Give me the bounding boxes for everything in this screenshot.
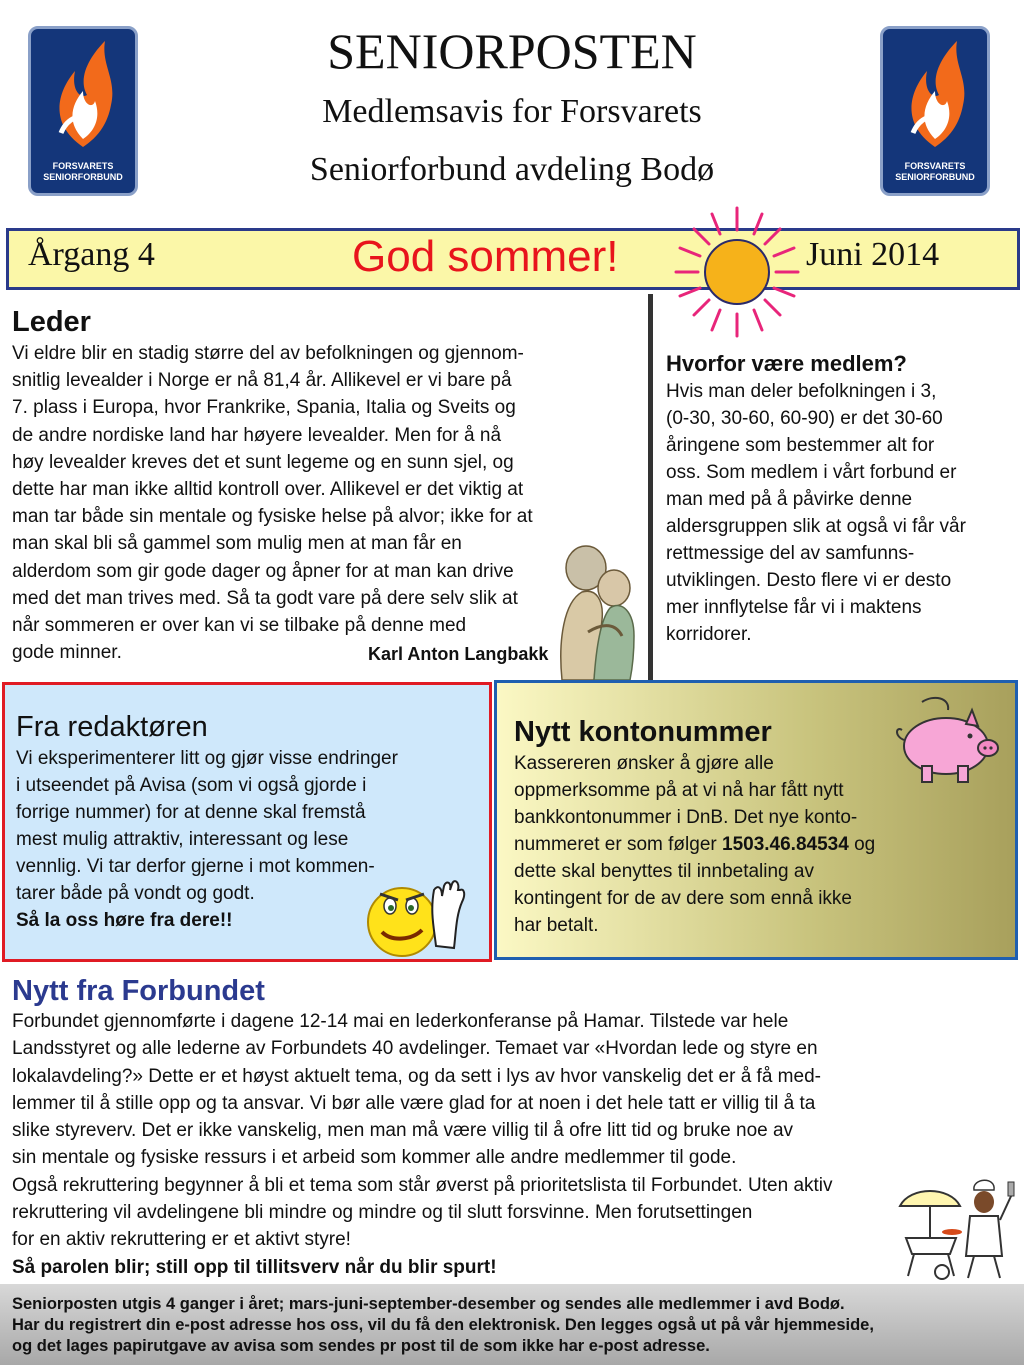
text-line: høy levealder kreves det et sunt legeme og en sunn sjel, og — [12, 451, 514, 473]
text-line: tarer både på vondt og godt. — [16, 883, 255, 904]
footer-notice — [0, 1284, 1024, 1365]
text-line: gode minner. — [12, 642, 122, 664]
footer-line: Har du registrert din e-post adresse hos oss, vil du få den elektronisk. Den legges også ut på vår hjemmeside, — [12, 1316, 874, 1334]
logo-text-line1: FORSVARETS — [904, 161, 966, 171]
text-line: man tar både sin mentale og fysiske helse på alvor; ikke for at — [12, 506, 533, 528]
text-line: man med på å påvirke denne — [666, 489, 913, 510]
text-line: når sommeren er over kan vi se tilbake på denne med — [12, 615, 467, 637]
medlem-body — [666, 378, 1022, 648]
text-line: med det man trives med. Så ta godt vare på dere selv slik at — [12, 587, 518, 609]
issue-volume: Årgang 4 — [28, 236, 155, 273]
forbundet-closing: Så parolen blir; still opp til tillitsverv når du blir spurt! — [12, 1256, 497, 1278]
text-line: dette har man ikke alltid kontroll over. Allikevel er det viktig at — [12, 479, 524, 501]
text-line: sin mentale og fysiske ressurs i et arbeid som kommer alle andre medlemmer til gode. — [12, 1147, 737, 1169]
footer-line: og det lages papirutgave av avisa som sendes pr post til de som ikke har e-post adresse. — [12, 1337, 710, 1355]
text-line: snitlig levealder i Norge er nå 81,4 år. Allikevel er vi bare på — [12, 370, 512, 392]
text-line: mest mulig attraktiv, interessant og lese — [16, 829, 349, 850]
logo-text-line2: SENIORFORBUND — [43, 172, 123, 182]
medlem-heading: Hvorfor være medlem? — [666, 351, 907, 376]
text-line: utviklingen. Desto flere vi er desto — [666, 570, 952, 591]
text-line: Også rekruttering begynner å bli et tema som står øverst på prioritetslista til Forbundet. Uten aktiv — [12, 1174, 833, 1196]
smiley-waving-icon — [364, 876, 472, 962]
text-line: de andre nordiske land har høyere levealder. Men for å nå — [12, 424, 502, 446]
text-line: rekruttering vil avdelingene bli mindre og mindre og til slutt forsvinne. Men forutsettingen — [12, 1202, 753, 1224]
text-line: slike styreverv. Det er ikke vanskelig, men man må være villig til å ofre litt tid og bruke noe av — [12, 1120, 794, 1142]
sun-icon — [672, 204, 802, 340]
text-line: forrige nummer) for at denne skal fremstå — [16, 802, 366, 823]
column-divider — [648, 294, 653, 680]
newsletter-title: SENIORPOSTEN — [327, 23, 697, 79]
text-line: for en aktiv rekruttering er et aktivt styre! — [12, 1229, 351, 1251]
text-line: Forbundet gjennomførte i dagene 12-14 mai en lederkonferanse på Hamar. Tilstede var hele — [12, 1011, 789, 1032]
medlem-article — [666, 350, 1022, 648]
text-span: og — [848, 834, 876, 855]
newsletter-subtitle-line2: Seniorforbund avdeling Bodø — [309, 151, 715, 188]
text-line: lemmer til å stille opp og ta ansvar. Vi bør alle være glad for at noen i det hele tatt er villig til å ta — [12, 1092, 816, 1114]
text-span: nummeret er som følger — [514, 834, 722, 855]
chef-grill-illustration — [896, 1172, 1018, 1282]
logo-text-line2: SENIORFORBUND — [895, 172, 975, 182]
text-line: alderdom som gir gode dager og åpner for at man kan drive — [12, 560, 514, 582]
forbundet-body — [12, 1008, 1012, 1281]
text-line: Kassereren ønsker å gjøre alle — [514, 753, 774, 774]
newsletter-subtitle-line1: Medlemsavis for Forsvarets — [322, 93, 702, 130]
text-line: har betalt. — [514, 915, 599, 936]
text-line: kontingent for de av dere som ennå ikke — [514, 888, 852, 909]
text-line: åringene som bestemmer alt for — [666, 435, 935, 456]
text-line: oppmerksomme på at vi nå har fått nytt — [514, 780, 844, 801]
account-number: 1503.46.84534 — [722, 834, 849, 855]
text-line: bankkontonummer i DnB. Det nye konto- — [514, 807, 858, 828]
leder-heading: Leder — [12, 306, 91, 338]
account-line — [514, 831, 1015, 858]
redaktor-heading: Fra redaktøren — [16, 711, 208, 743]
couple-illustration — [548, 540, 640, 680]
text-line: Landsstyret og alle lederne av Forbundets 40 avdelinger. Temaet var «Hvordan lede og styre en — [12, 1038, 818, 1060]
konto-heading: Nytt kontonummer — [514, 716, 772, 748]
leder-signature: Karl Anton Langbakk — [368, 644, 549, 664]
text-line: aldersgruppen slik at også vi får vår — [666, 516, 966, 537]
text-line: mer innflytelse får vi i maktens — [666, 597, 922, 618]
issue-date: Juni 2014 — [806, 236, 940, 273]
text-line: lokalavdeling?» Dette er et høyst aktuelt tema, og da sett i lys av hvor vanskelig det er å få med- — [12, 1065, 821, 1087]
text-line: i utseendet på Avisa (som vi også gjorde i — [16, 775, 367, 796]
text-line: korridorer. — [666, 624, 752, 645]
text-line: rettmessige del av samfunns- — [666, 543, 915, 564]
text-line: (0-30, 30-60, 60-90) er det 30-60 — [666, 408, 943, 429]
footer-line: Seniorposten utgis 4 ganger i året; mars-juni-september-desember og sendes alle medlemmer i avd Bodø. — [12, 1295, 845, 1313]
forbundet-heading: Nytt fra Forbundet — [12, 975, 265, 1007]
text-line: oss. Som medlem i vårt forbund er — [666, 462, 957, 483]
text-line: man skal bli så gammel som mulig men at man får en — [12, 533, 462, 555]
redaktor-closing: Så la oss høre fra dere!! — [16, 910, 233, 931]
piggy-bank-icon — [888, 696, 1008, 792]
summer-greeting: God sommer! — [352, 232, 619, 281]
logo-text-line1: FORSVARETS — [52, 161, 114, 171]
text-line: Hvis man deler befolkningen i 3, — [666, 381, 937, 402]
text-line: vennlig. Vi tar derfor gjerne i mot kommen- — [16, 856, 375, 877]
text-line: Vi eksperimenterer litt og gjør visse endringer — [16, 748, 398, 769]
text-line: 7. plass i Europa, hvor Frankrike, Spania, Italia og Sveits og — [12, 397, 516, 419]
text-line: Vi eldre blir en stadig større del av befolkningen og gjennom- — [12, 343, 524, 364]
text-line: dette skal benyttes til innbetaling av — [514, 861, 814, 882]
forbundet-article — [12, 974, 1012, 1281]
